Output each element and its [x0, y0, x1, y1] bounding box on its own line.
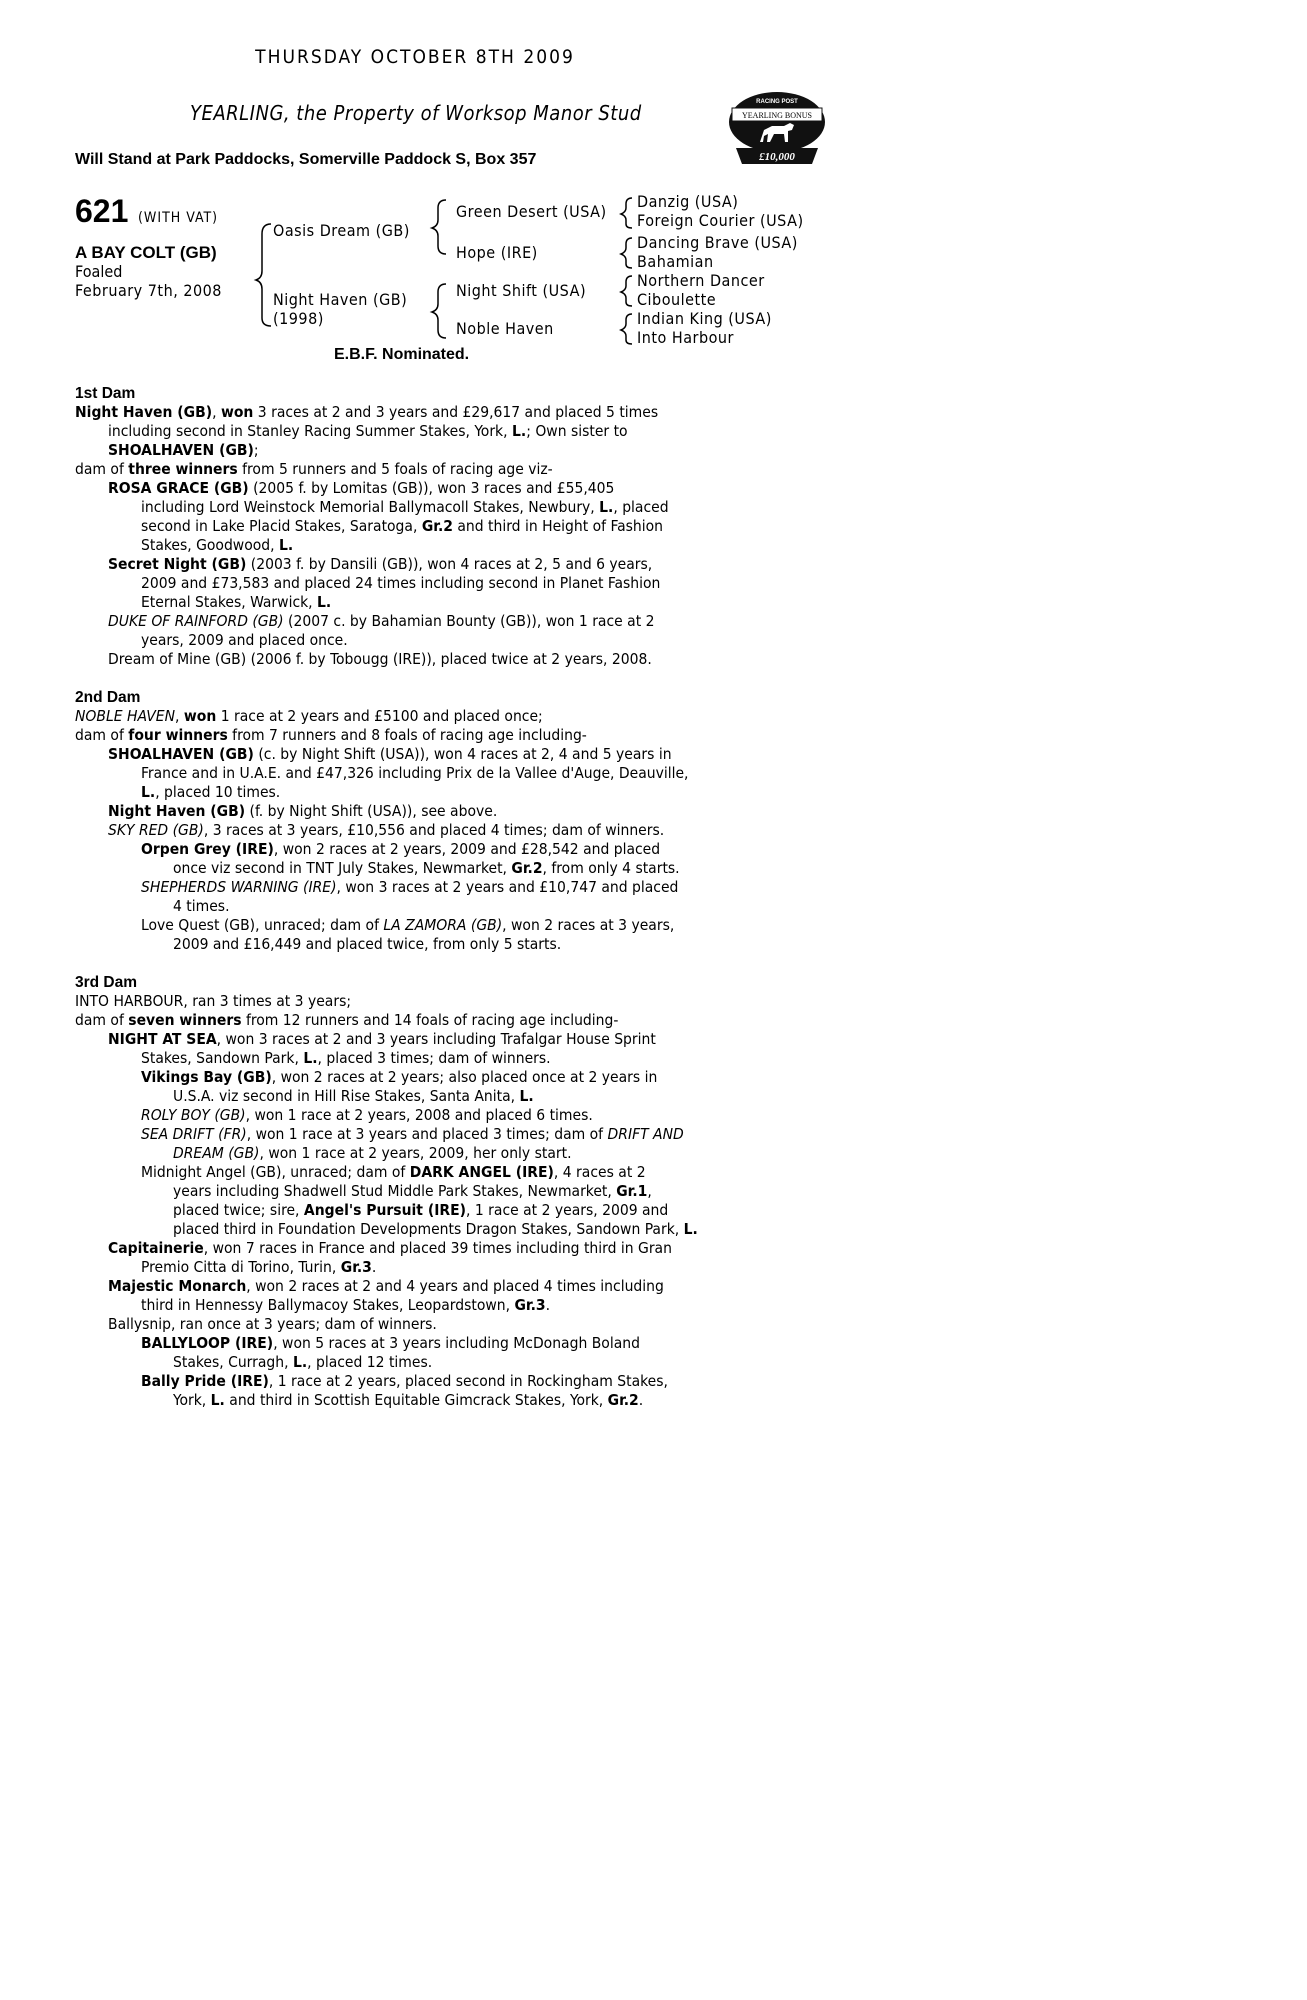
- gen3-sdd: Bahamian: [637, 252, 714, 271]
- text-line: [75, 612, 755, 631]
- text-span: , won 1 race at 2 years, 2009, her only start.: [259, 1144, 572, 1162]
- dam-bracket: [432, 284, 446, 338]
- text-span: years, 2009 and placed once.: [141, 631, 348, 649]
- text-span: second in Lake Placid Stakes, Saratoga,: [141, 517, 422, 535]
- text-line: [75, 992, 755, 1011]
- bold-text: Orpen Grey (IRE): [141, 840, 274, 858]
- text-span: .: [638, 1391, 644, 1409]
- text-span: 2009 and £73,583 and placed 24 times including second in Planet Fashion: [141, 574, 661, 592]
- bold-text: Gr.2: [511, 859, 543, 877]
- text-line: [75, 479, 755, 498]
- text-span: , won 3 races at 2 years and £10,747 and placed: [336, 878, 679, 896]
- gen3-ddd: Into Harbour: [637, 328, 734, 347]
- text-line: [75, 1315, 755, 1334]
- text-span: including second in Stanley Racing Summer Stakes, York,: [108, 422, 512, 440]
- text-span: (2007 c. by Bahamian Bounty (GB)), won 1 race at 2: [283, 612, 655, 630]
- text-span: dam of: [75, 460, 129, 478]
- text-span: years including Shadwell Stud Middle Park Stakes, Newmarket,: [173, 1182, 617, 1200]
- text-line: [75, 897, 755, 916]
- sire-name: Oasis Dream (GB): [273, 221, 410, 240]
- bold-text: Gr.3: [514, 1296, 546, 1314]
- text-line: [75, 1201, 755, 1220]
- ss-bracket: [621, 198, 632, 228]
- bold-text: L.: [141, 783, 156, 801]
- text-span: .: [371, 1258, 377, 1276]
- dam-sire-name: Night Shift (USA): [456, 281, 587, 300]
- text-line: [75, 1182, 755, 1201]
- bold-text: Gr.1: [616, 1182, 648, 1200]
- text-span: , won 1 race at 2 years, 2008 and placed 6 times.: [245, 1106, 593, 1124]
- sd-bracket: [621, 238, 632, 268]
- bold-text: won: [183, 707, 217, 725]
- text-span: third in Hennessy Ballymacoy Stakes, Leopardstown,: [141, 1296, 515, 1314]
- text-span: ,: [647, 1182, 652, 1200]
- text-line: [75, 878, 755, 897]
- text-span: .: [545, 1296, 551, 1314]
- text-line: [75, 745, 755, 764]
- text-line: [75, 1011, 755, 1030]
- text-line: [75, 536, 755, 555]
- section-heading: 3rd Dam: [75, 974, 138, 991]
- text-line: [75, 1125, 755, 1144]
- bold-text: SHOALHAVEN (GB): [108, 441, 254, 459]
- text-span: , 3 races at 3 years, £10,556 and placed 4 times; dam of winners.: [203, 821, 665, 839]
- italic-text: SEA DRIFT (FR): [141, 1125, 247, 1143]
- text-span: Love Quest (GB), unraced; dam of: [141, 916, 384, 934]
- text-line: [75, 1087, 755, 1106]
- dam-year: (1998): [273, 309, 324, 328]
- text-line: [75, 916, 755, 935]
- text-span: , placed 3 times; dam of winners.: [317, 1049, 551, 1067]
- text-line: [75, 593, 755, 612]
- text-line: [75, 1239, 755, 1258]
- gen3-dds: Indian King (USA): [637, 309, 772, 328]
- section-body: [75, 403, 755, 669]
- italic-text: ROLY BOY (GB): [141, 1106, 246, 1124]
- property-line: YEARLING, the Property of Worksop Manor Stud: [190, 101, 642, 125]
- text-line: [75, 1220, 755, 1239]
- italic-text: SKY RED (GB): [108, 821, 204, 839]
- text-span: France and in U.A.E. and £47,326 including Prix de la Vallee d'Auge, Deauville,: [141, 764, 689, 782]
- main-bracket: [256, 224, 271, 326]
- text-span: , 4 races at 2: [553, 1163, 646, 1181]
- stand-location: Will Stand at Park Paddocks, Somerville Paddock S, Box 357: [75, 151, 537, 168]
- bold-text: Night Haven (GB): [108, 802, 246, 820]
- text-line: [75, 422, 755, 441]
- ebf-nominated: E.B.F. Nominated.: [334, 346, 470, 363]
- text-span: (2005 f. by Lomitas (GB)), won 3 races and £55,405: [248, 479, 615, 497]
- italic-text: DUKE OF RAINFORD (GB): [108, 612, 284, 630]
- text-line: [75, 574, 755, 593]
- text-line: [75, 1391, 755, 1410]
- text-span: and third in Height of Fashion: [452, 517, 663, 535]
- text-span: Dream of Mine (GB) (2006 f. by Tobougg (IRE)), placed twice at 2 years, 2008.: [108, 650, 652, 668]
- bold-text: DARK ANGEL (IRE): [409, 1163, 554, 1181]
- dd-bracket: [621, 314, 632, 344]
- text-span: dam of: [75, 726, 129, 744]
- text-span: once viz second in TNT July Stakes, Newmarket,: [173, 859, 512, 877]
- bold-text: L.: [683, 1220, 698, 1238]
- italic-text: SHEPHERDS WARNING (IRE): [141, 878, 337, 896]
- text-span: dam of: [75, 1011, 129, 1029]
- text-line: [75, 840, 755, 859]
- text-span: 4 times.: [173, 897, 230, 915]
- badge-top-text: RACING POST: [756, 99, 798, 105]
- text-line: [75, 403, 755, 422]
- text-span: , placed: [613, 498, 669, 516]
- text-span: Stakes, Goodwood,: [141, 536, 279, 554]
- text-span: , won 3 races at 2 and 3 years including Trafalgar House Sprint: [216, 1030, 656, 1048]
- section-heading: 2nd Dam: [75, 689, 141, 706]
- text-line: [75, 1049, 755, 1068]
- text-span: Stakes, Curragh,: [173, 1353, 293, 1371]
- text-span: , from only 4 starts.: [542, 859, 680, 877]
- text-line: [75, 498, 755, 517]
- text-line: [75, 935, 755, 954]
- bold-text: L.: [317, 593, 332, 611]
- badge-mid-text: YEARLING BONUS: [742, 111, 812, 120]
- bold-text: Gr.2: [607, 1391, 639, 1409]
- text-span: , 1 race at 2 years, 2009 and: [466, 1201, 669, 1219]
- gen3-sds: Dancing Brave (USA): [637, 233, 798, 252]
- foaled-label: Foaled: [75, 262, 123, 281]
- text-span: Stakes, Sandown Park,: [141, 1049, 304, 1067]
- bold-text: L.: [279, 536, 294, 554]
- text-line: [75, 1258, 755, 1277]
- text-span: INTO HARBOUR, ran 3 times at 3 years;: [75, 992, 352, 1010]
- bold-text: four winners: [128, 726, 228, 744]
- text-span: (c. by Night Shift (USA)), won 4 races at 2, 4 and 5 years in: [253, 745, 672, 763]
- text-line: [75, 1030, 755, 1049]
- text-span: from 12 runners and 14 foals of racing age including-: [241, 1011, 619, 1029]
- bold-text: Night Haven (GB): [75, 403, 213, 421]
- bold-text: L.: [519, 1087, 534, 1105]
- section-body: [75, 707, 755, 954]
- sire-dam-name: Hope (IRE): [456, 243, 538, 262]
- text-span: , won 2 races at 3 years,: [502, 916, 675, 934]
- badge-amount: £10,000: [759, 151, 795, 163]
- text-line: [75, 764, 755, 783]
- text-span: U.S.A. viz second in Hill Rise Stakes, Santa Anita,: [173, 1087, 520, 1105]
- bold-text: NIGHT AT SEA: [108, 1030, 217, 1048]
- bold-text: L.: [512, 422, 527, 440]
- text-span: Eternal Stakes, Warwick,: [141, 593, 318, 611]
- text-line: [75, 555, 755, 574]
- text-span: Premio Citta di Torino, Turin,: [141, 1258, 341, 1276]
- text-line: [75, 859, 755, 878]
- bold-text: Angel's Pursuit (IRE): [303, 1201, 467, 1219]
- bold-text: Secret Night (GB): [108, 555, 247, 573]
- text-line: [75, 821, 755, 840]
- sire-sire-name: Green Desert (USA): [456, 202, 607, 221]
- bold-text: Majestic Monarch: [108, 1277, 247, 1295]
- bold-text: BALLYLOOP (IRE): [141, 1334, 274, 1352]
- text-span: placed third in Foundation Developments Dragon Stakes, Sandown Park,: [173, 1220, 684, 1238]
- text-line: [75, 650, 755, 669]
- text-line: [75, 460, 755, 479]
- text-line: [75, 1353, 755, 1372]
- bold-text: Vikings Bay (GB): [141, 1068, 272, 1086]
- italic-text: DREAM (GB): [173, 1144, 260, 1162]
- section-3rd-dam: [75, 973, 755, 1410]
- text-line: [75, 1144, 755, 1163]
- italic-text: DRIFT AND: [607, 1125, 684, 1143]
- text-span: (2003 f. by Dansili (GB)), won 4 races at 2, 5 and 6 years,: [246, 555, 653, 573]
- text-span: , won 2 races at 2 years, 2009 and £28,542 and placed: [273, 840, 661, 858]
- bold-text: L.: [292, 1353, 308, 1371]
- text-line: [75, 783, 755, 802]
- lot-number: 621: [75, 193, 129, 229]
- text-span: , won 7 races in France and placed 39 times including third in Gran: [203, 1239, 672, 1257]
- text-span: 3 races at 2 and 3 years and £29,617 and placed 5 times: [253, 403, 659, 421]
- bold-text: won: [220, 403, 254, 421]
- section-body: [75, 992, 755, 1410]
- bold-text: L.: [210, 1391, 225, 1409]
- text-line: [75, 1163, 755, 1182]
- text-span: , won 5 races at 3 years including McDonagh Boland: [273, 1334, 640, 1352]
- section-2nd-dam: [75, 688, 755, 954]
- text-span: Midnight Angel (GB), unraced; dam of: [141, 1163, 410, 1181]
- dam-dam-name: Noble Haven: [456, 319, 554, 338]
- foaled-date: February 7th, 2008: [75, 281, 222, 300]
- text-line: [75, 726, 755, 745]
- bold-text: Gr.3: [340, 1258, 372, 1276]
- text-span: , won 2 races at 2 years; also placed once at 2 years in: [271, 1068, 658, 1086]
- text-span: , won 1 race at 3 years and placed 3 times; dam of: [246, 1125, 608, 1143]
- italic-text: LA ZAMORA (GB): [383, 916, 503, 934]
- text-span: ;: [253, 441, 259, 459]
- text-line: [75, 441, 755, 460]
- text-span: (f. by Night Shift (USA)), see above.: [245, 802, 498, 820]
- text-line: [75, 631, 755, 650]
- section-1st-dam: [75, 384, 755, 669]
- text-span: ,: [212, 403, 221, 421]
- bold-text: three winners: [128, 460, 238, 478]
- bold-text: seven winners: [128, 1011, 242, 1029]
- bold-text: SHOALHAVEN (GB): [108, 745, 254, 763]
- text-span: from 7 runners and 8 foals of racing age including-: [227, 726, 587, 744]
- gen3-sss: Danzig (USA): [637, 192, 739, 211]
- text-line: [75, 1106, 755, 1125]
- lot-title: A BAY COLT (GB): [75, 243, 217, 262]
- text-line: [75, 1334, 755, 1353]
- gen3-dsd: Ciboulette: [637, 290, 717, 309]
- bold-text: Gr.2: [421, 517, 453, 535]
- sire-bracket: [432, 200, 446, 254]
- text-span: from 5 runners and 5 foals of racing age viz-: [237, 460, 553, 478]
- text-span: including Lord Weinstock Memorial Ballymacoll Stakes, Newbury,: [141, 498, 600, 516]
- text-line: [75, 1372, 755, 1391]
- text-span: ,: [175, 707, 184, 725]
- dam-name: Night Haven (GB): [273, 290, 408, 309]
- gen3-dss: Northern Dancer: [637, 271, 765, 290]
- bold-text: L.: [599, 498, 614, 516]
- text-line: [75, 517, 755, 536]
- gen3-ssd: Foreign Courier (USA): [637, 211, 804, 230]
- text-line: [75, 1296, 755, 1315]
- text-span: , placed 10 times.: [155, 783, 281, 801]
- text-line: [75, 1068, 755, 1087]
- text-span: and third in Scottish Equitable Gimcrack Stakes, York,: [224, 1391, 608, 1409]
- text-span: , 1 race at 2 years, placed second in Rockingham Stakes,: [268, 1372, 668, 1390]
- text-span: Ballysnip, ran once at 3 years; dam of winners.: [108, 1315, 437, 1333]
- text-line: [75, 707, 755, 726]
- text-span: York,: [173, 1391, 211, 1409]
- text-span: ; Own sister to: [526, 422, 628, 440]
- text-line: [75, 802, 755, 821]
- bold-text: Capitainerie: [108, 1239, 204, 1257]
- italic-text: NOBLE HAVEN: [75, 707, 176, 725]
- text-span: 1 race at 2 years and £5100 and placed once;: [216, 707, 543, 725]
- bold-text: ROSA GRACE (GB): [108, 479, 249, 497]
- section-heading: 1st Dam: [75, 385, 136, 402]
- bold-text: Bally Pride (IRE): [141, 1372, 269, 1390]
- text-line: [75, 1277, 755, 1296]
- text-span: 2009 and £16,449 and placed twice, from only 5 starts.: [173, 935, 562, 953]
- text-span: placed twice; sire,: [173, 1201, 304, 1219]
- text-span: , placed 12 times.: [307, 1353, 433, 1371]
- bold-text: L.: [303, 1049, 318, 1067]
- text-span: , won 2 races at 2 and 4 years and placed 4 times including: [246, 1277, 664, 1295]
- vat-note: (WITH VAT): [138, 210, 219, 226]
- ds-bracket: [621, 276, 632, 306]
- sale-date: THURSDAY OCTOBER 8TH 2009: [255, 46, 575, 68]
